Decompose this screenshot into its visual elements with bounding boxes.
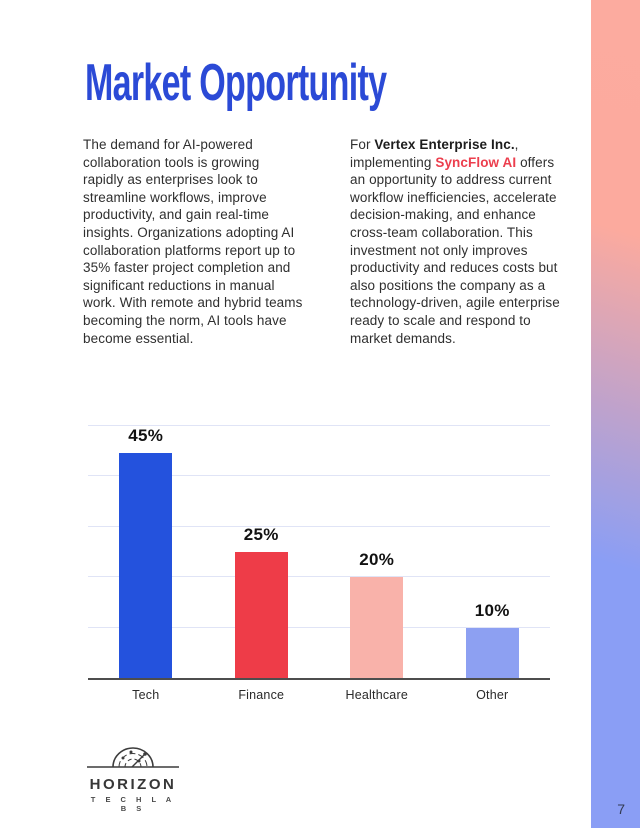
horizon-logo-emblem-icon xyxy=(87,742,179,770)
page-title: Market Opportunity xyxy=(85,53,387,112)
bar-slot-tech xyxy=(88,426,204,678)
right-paragraph xyxy=(350,136,567,347)
chart-bars xyxy=(88,426,550,678)
left-paragraph: The demand for AI-powered collaboration tools is growing rapidly as enterprises look to streamline workflows, improve productivity, and gain real-time insights. Organizations adopting AI collaboration platforms report up to 35% faster project completion and significant reductions in manual work. With remote and hybrid teams becoming the norm, AI tools have become essential. xyxy=(83,137,303,346)
bar-slot-finance xyxy=(204,426,320,678)
bar-tech xyxy=(119,453,172,678)
right-paragraph-intro: For xyxy=(350,137,375,152)
horizon-logo xyxy=(87,742,179,813)
x-axis-label-tech: Tech xyxy=(132,688,160,702)
bar-other xyxy=(466,628,519,678)
bar-healthcare xyxy=(350,577,403,678)
chart-plot xyxy=(88,426,550,680)
product-name: SyncFlow AI xyxy=(435,154,517,170)
bar-slot-healthcare xyxy=(319,426,435,678)
right-paragraph-rest: offers an opportunity to address current workflow inefficiencies, accelerate decision-making, and enhance cross-team collaboration. This investment not only improves productivity and reduces costs but also positions the company as a technology-driven, agile enterprise ready to scale and respond to market demands. xyxy=(350,154,560,346)
bar-slot-other xyxy=(435,426,551,678)
logo-name: HORIZON xyxy=(89,776,177,793)
chart-xlabels xyxy=(88,688,550,702)
logo-subtitle: T E C H L A B S xyxy=(90,795,176,813)
x-axis-label-other: Other xyxy=(476,688,509,702)
x-axis-label-healthcare: Healthcare xyxy=(345,688,408,702)
text-columns xyxy=(83,136,567,347)
company-name: Vertex Enterprise Inc. xyxy=(374,137,515,152)
gradient-sidebar xyxy=(591,0,640,828)
bar-value-label-other: 10% xyxy=(474,600,510,620)
x-axis-label-finance: Finance xyxy=(238,688,285,702)
page-number: 7 xyxy=(617,801,625,817)
bar-finance xyxy=(235,552,288,678)
bar-value-label-finance: 25% xyxy=(243,525,279,544)
bar-value-label-healthcare: 20% xyxy=(359,550,395,570)
market-share-bar-chart xyxy=(88,426,550,702)
right-paragraph-mid: , implementing xyxy=(350,137,519,170)
bar-value-label-tech: 45% xyxy=(128,426,164,445)
